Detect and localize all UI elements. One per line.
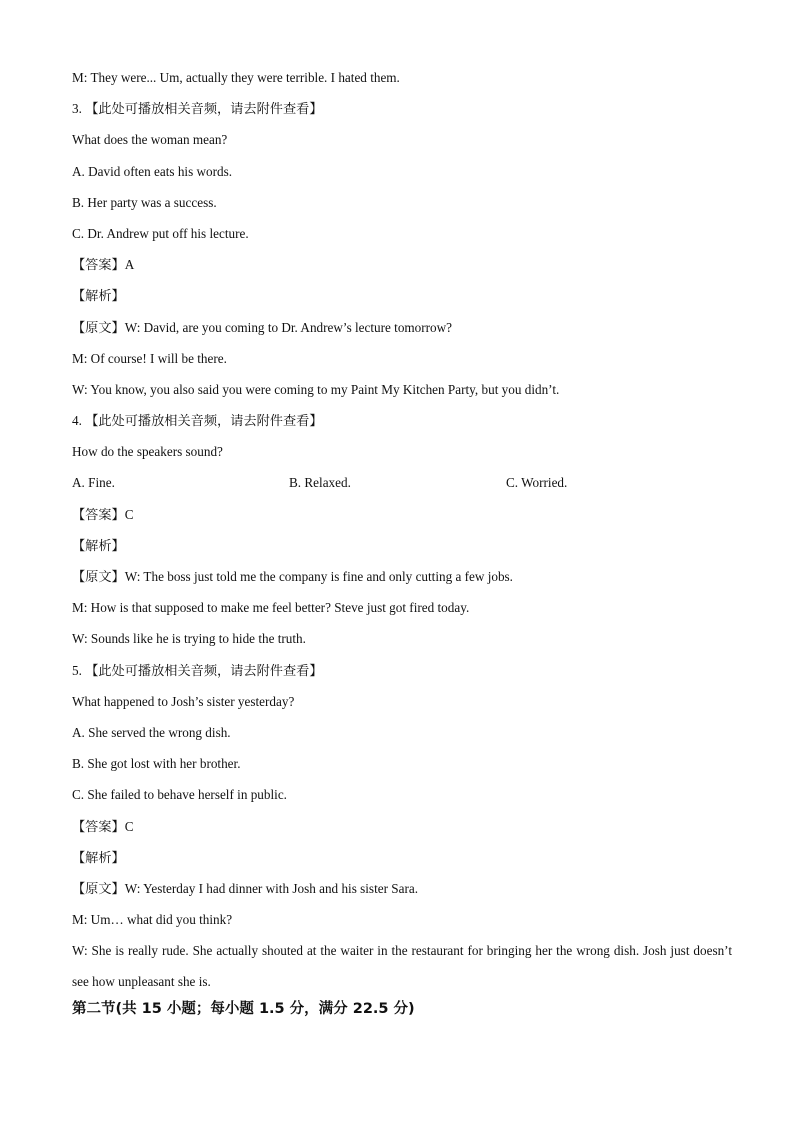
question-4-text: How do the speakers sound? [72, 444, 223, 460]
question-4-transcript-1: 【原文】W: The boss just told me the company is fine and only cutting a few jobs. [72, 569, 513, 584]
question-4-option-c: C. Worried. [506, 475, 568, 491]
question-3-stem: 3. 【此处可播放相关音频，请去附件查看】 [72, 101, 323, 117]
question-5-text: What happened to Josh’s sister yesterday? [72, 693, 295, 709]
transcript-line: M: They were... Um, actually they were terrible. I hated them. [72, 70, 400, 85]
question-5-transcript-3: W: She is really rude. She actually shouted at the waiter in the restaurant for bringing her the wrong dish. Josh just doesn’t see how unpleasant she is. [72, 943, 732, 990]
question-3-option-b: B. Her party was a success. [72, 194, 217, 210]
question-3-text: What does the woman mean? [72, 132, 228, 148]
section-title: 第二节(共 15 小题；每小题 1.5 分，满分 22.5 分) [72, 1000, 415, 1017]
question-3-transcript-3: W: You know, you also said you were coming to my Paint My Kitchen Party, but you didn’t. [72, 381, 560, 397]
question-4-analysis: 【解析】 [72, 537, 125, 553]
question-4-answer: 【答案】C [72, 506, 134, 522]
question-5-stem: 5. 【此处可播放相关音频，请去附件查看】 [72, 662, 323, 678]
question-4-options [72, 467, 732, 498]
question-3-option-c: C. Dr. Andrew put off his lecture. [72, 225, 249, 241]
question-3-transcript-2: M: Of course! I will be there. [72, 350, 227, 366]
question-5-option-a: A. She served the wrong dish. [72, 724, 231, 740]
question-4-option-a: A. Fine. [72, 475, 115, 491]
question-5-transcript-1: 【原文】W: Yesterday I had dinner with Josh and his sister Sara. [72, 880, 419, 896]
question-3-analysis: 【解析】 [72, 288, 125, 304]
question-3-answer: 【答案】A [72, 257, 135, 273]
document-page [72, 62, 732, 1025]
question-5-answer: 【答案】C [72, 818, 134, 834]
question-3-transcript-1: 【原文】W: David, are you coming to Dr. Andrew’s lecture tomorrow? [72, 319, 453, 335]
question-4-stem: 4. 【此处可播放相关音频，请去附件查看】 [72, 413, 323, 429]
question-5-option-b: B. She got lost with her brother. [72, 756, 241, 772]
question-3-option-a: A. David often eats his words. [72, 163, 233, 179]
question-5-transcript-2: M: Um… what did you think? [72, 912, 233, 928]
question-5-option-c: C. She failed to behave herself in public. [72, 787, 287, 803]
question-5-analysis: 【解析】 [72, 849, 125, 865]
question-4-option-b: B. Relaxed. [289, 475, 351, 491]
question-4-transcript-3: W: Sounds like he is trying to hide the truth. [72, 631, 306, 647]
question-4-transcript-2: M: How is that supposed to make me feel better? Steve just got fired today. [72, 600, 470, 616]
